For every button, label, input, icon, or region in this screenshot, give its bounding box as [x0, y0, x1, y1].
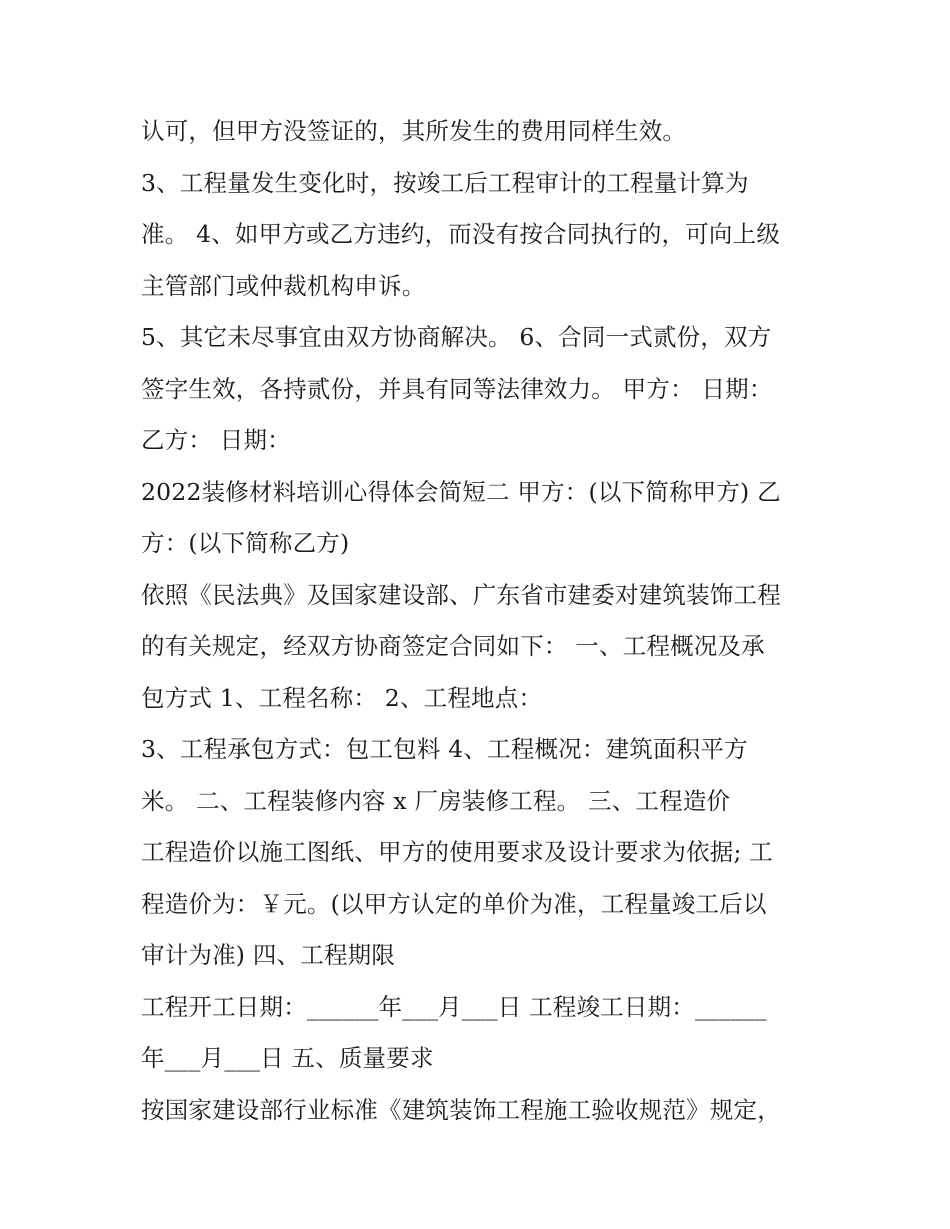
- text-line: 程造价为：￥元。(以甲方认定的单价为准，工程量竣工后以: [141, 889, 767, 918]
- text-line: 的有关规定，经双方协商签定合同如下： 一、工程概况及承: [141, 632, 765, 660]
- text-line: 米。 二、工程装修内容 x 厂房装修工程。 三、工程造价: [141, 786, 731, 815]
- document-body: [141, 106, 831, 1136]
- text-line: 乙方： 日期：: [141, 426, 291, 454]
- text-line: 年___月___日 五、质量要求: [141, 1044, 434, 1072]
- text-line: 包方式 1、工程名称： 2、工程地点：: [141, 683, 543, 712]
- text-line: 2022装修材料培训心得体会简短二 甲方：(以下简称甲方) 乙: [141, 477, 781, 506]
- text-line: 3、工程承包方式：包工包料 4、工程概况：建筑面积平方: [141, 735, 748, 763]
- text-line: 按国家建设部行业标准《建筑装饰工程施工验收规范》规定，: [141, 1095, 781, 1124]
- text-line: 签字生效，各持贰份，并具有同等法律效力。 甲方： 日期：: [141, 374, 773, 403]
- text-line: 工程开工日期：______年___月___日 工程竣工日期：______: [141, 992, 767, 1021]
- text-line: 工程造价以施工图纸、甲方的使用要求及设计要求为依据; 工: [141, 838, 773, 866]
- text-line: 审计为准) 四、工程期限: [141, 941, 396, 969]
- text-line: 准。 4、如甲方或乙方违约，而没有按合同执行的，可向上级: [141, 220, 781, 248]
- text-line: 依照《民法典》及国家建设部、广东省市建委对建筑装饰工程: [141, 580, 781, 609]
- text-line: 方：(以下简称乙方): [141, 529, 350, 557]
- text-line: 3、工程量发生变化时，按竣工后工程审计的工程量计算为: [141, 168, 749, 197]
- text-line: 认可，但甲方没签证的，其所发生的费用同样生效。: [141, 117, 687, 145]
- text-line: 主管部门或仲裁机构申诉。: [141, 271, 426, 300]
- text-line: 5、其它未尽事宜由双方协商解决。 6、合同一式贰份，双方: [141, 323, 772, 351]
